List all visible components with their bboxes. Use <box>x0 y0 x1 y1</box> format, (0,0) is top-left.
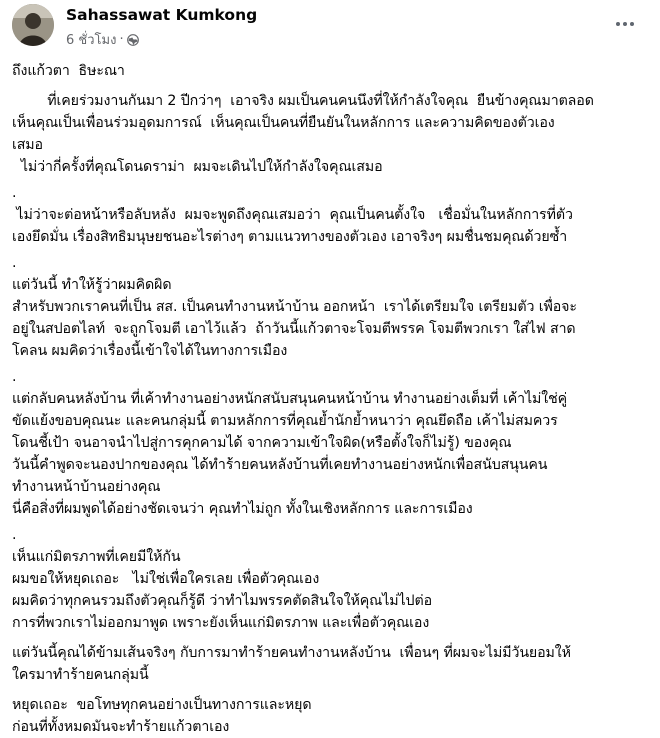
post-paragraph: แต่วันนี้คุณได้ข้ามเส้นจริงๆ กับการมาทำร้ายคนทำงานหลังบ้าน เพื่อนๆ ที่ผมจะไม่มีวันยอมให้ ใครมาทำร้ายคนกลุ่มนี้ <box>12 645 571 683</box>
more-options-icon[interactable] <box>610 12 640 36</box>
meta-separator: · <box>119 32 124 47</box>
post-paragraph: หยุดเถอะ ขอโทษทุกคนอย่างเป็นทางการและหยุด ก่อนที่ทั้งหมดมันจะทำร้ายแก้วตาเอง <box>12 697 312 735</box>
post-paragraph: . แต่วันนี้ ทำให้รู้ว่าผมคิดผิด สำหรับพวกเราคนที่เป็น สส. เป็นคนทำงานหน้าบ้าน ออกหน้า เราได้เตรียมใจ เตรียมตัว เพื่อจะ อยู่ในสปอตไลท์ จะถูกโจมตี เอาไว้แล้ว ถ้าวันนี้แก้วตาจะโจมตีพรรค โจมตีพวกเรา ใส่ไฟ สาด โคลน ผมคิดว่าเรื่องนี้เข้าใจได้ในทางการเมือง <box>12 255 577 359</box>
author-name[interactable]: Sahassawat Kumkong <box>66 6 258 24</box>
post-paragraph: . แต่กลับคนหลังบ้าน ที่เค้าทำงานอย่างหนักสนับสนุนคนหน้าบ้าน ทำงานอย่างเต็มที่ เค้าไม่ใช่คู่ ขัดแย้งขอบคุณนะ และคนกลุ่มนี้ ตามหลักการที่คุณย้ำนักย้ำหนาว่า คุณยึดถือ เค้าไม่สมควร โดนชี้เป้า จนอาจนำไปสู่การคุกคามได้ จากความเข้าใจผิด(หรือตั้งใจก็ไม่รู้) ของคุณ วันนี้คำพูดจะนองปากของคุณ ได้ทำร้ายคนหลังบ้านที่เคยทำงานอย่างหนักเพื่อสนับสนุนคน ทำงานหน้าบ้านอย่างคุณ นี่คือสิ่งที่ผมพูดได้อย่างชัดเจนว่า คุณทำไม่ถูก ทั้งในเชิงหลักการ และการเมือง <box>12 369 567 517</box>
post-body <box>12 60 648 738</box>
post-paragraph: . เห็นแก่มิตรภาพที่เคยมีให้กัน ผมขอให้หยุดเถอะ ไม่ใช่เพื่อใครเลย เพื่อตัวคุณเอง ผมคิดว่าทุกคนรวมถึงตัวคุณก็รู้ดี ว่าทำไมพรรคตัดสินใจให้คุณไม่ไปต่อ การที่พวกเราไม่ออกมาพูด เพราะยังเห็นแก่มิตรภาพ และเพื่อตัวคุณเอง <box>12 527 433 631</box>
post-time[interactable]: 6 ชั่วโมง <box>66 33 117 48</box>
post-paragraph: ถึงแก้วตา ธิษะณา <box>12 63 125 79</box>
post-paragraph: . ไม่ว่าจะต่อหน้าหรือลับหลัง ผมจะพูดถึงคุณเสมอว่า คุณเป็นคนตั้งใจ เชื่อมั่นในหลักการที่ตัว เองยึดมั่น เรื่องสิทธิมนุษยชนอะไรต่างๆ ตามแนวทางของตัวเอง เอาจริงๆ ผมชื่นชมคุณด้วยซ้ำ <box>12 185 573 245</box>
globe-icon <box>127 34 139 46</box>
author-avatar[interactable] <box>12 4 54 46</box>
post-meta <box>66 29 139 50</box>
post-paragraph: ที่เคยร่วมงานกันมา 2 ปีกว่าๆ เอาจริง ผมเป็นคนคนนึงที่ให้กำลังใจคุณ ยืนข้างคุณมาตลอด เห็นคุณเป็นเพื่อนร่วมอุดมการณ์ เห็นคุณเป็นคนที่ยืนยันในหลักการ และความคิดของตัวเอง เสมอ ไม่ว่ากี่ครั้งที่คุณโดนดราม่า ผมจะเดินไปให้กำลังใจคุณเสมอ <box>12 93 594 175</box>
post-header <box>12 4 648 50</box>
avatar-photo <box>12 4 54 46</box>
